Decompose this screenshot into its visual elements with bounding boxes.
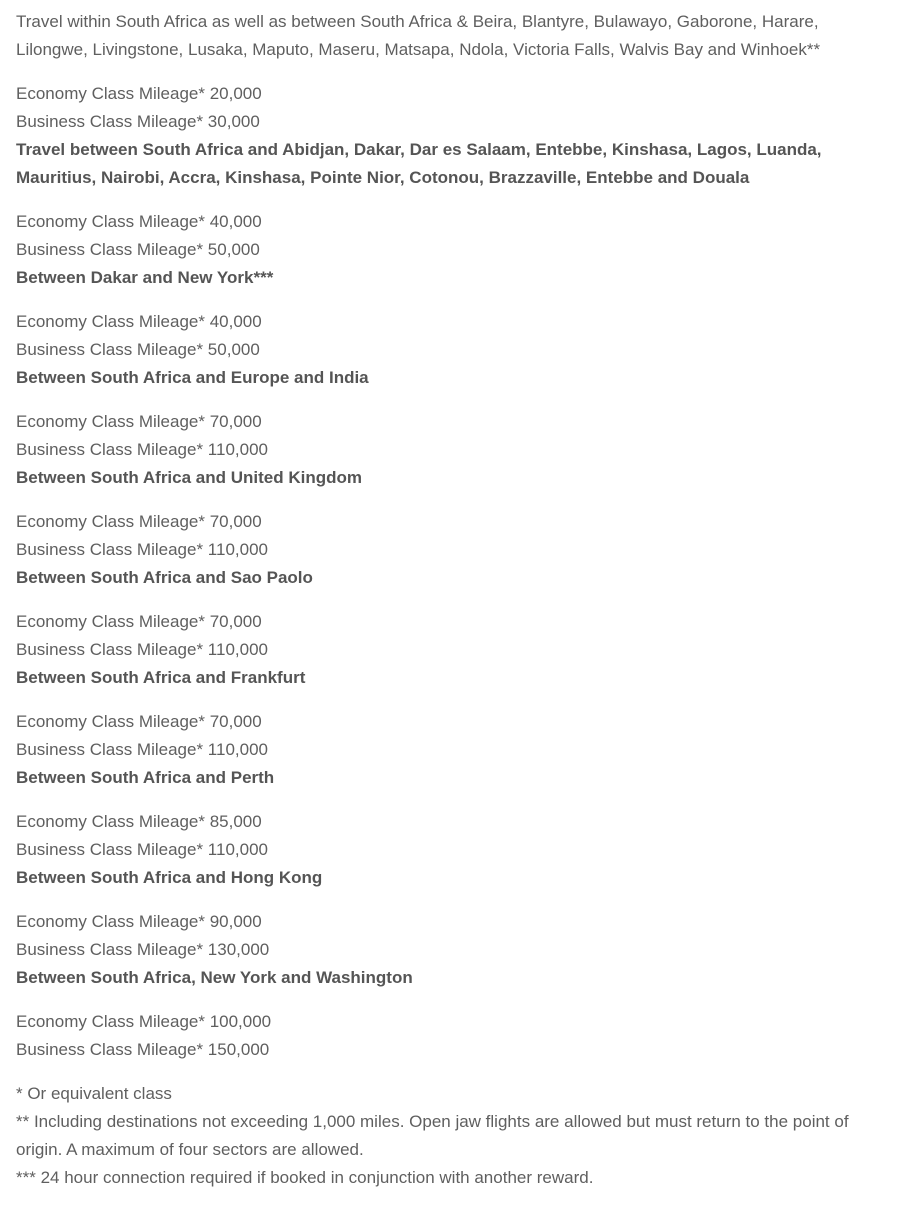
economy-mileage: Economy Class Mileage* 70,000 bbox=[16, 412, 262, 431]
business-mileage: Business Class Mileage* 130,000 bbox=[16, 940, 270, 959]
business-mileage: Business Class Mileage* 110,000 bbox=[16, 640, 268, 659]
economy-mileage: Economy Class Mileage* 100,000 bbox=[16, 1012, 272, 1031]
route-heading: Between South Africa and United Kingdom bbox=[16, 468, 362, 487]
footnote: ** Including destinations not exceeding 1,000 miles. Open jaw flights are allowed but must return to the point of origin. A maximum of four sectors are allowed. bbox=[16, 1112, 849, 1159]
mileage-block bbox=[16, 308, 888, 392]
route-heading: Between Dakar and New York*** bbox=[16, 268, 274, 287]
economy-mileage: Economy Class Mileage* 20,000 bbox=[16, 84, 262, 103]
economy-mileage: Economy Class Mileage* 40,000 bbox=[16, 212, 262, 231]
business-mileage: Business Class Mileage* 110,000 bbox=[16, 740, 268, 759]
mileage-block bbox=[16, 608, 888, 692]
mileage-block bbox=[16, 80, 888, 192]
mileage-block bbox=[16, 1008, 888, 1064]
intro-text: Travel within South Africa as well as between South Africa & Beira, Blantyre, Bulawayo, Gaborone, Harare, Lilongwe, Livingstone, Lusaka, Maputo, Maseru, Matsapa, Ndola, Victoria Falls, Walvis Bay and Winhoek** bbox=[16, 12, 821, 59]
route-heading: Between South Africa and Europe and India bbox=[16, 368, 369, 387]
mileage-block bbox=[16, 708, 888, 792]
business-mileage: Business Class Mileage* 30,000 bbox=[16, 112, 260, 131]
mileage-block bbox=[16, 208, 888, 292]
business-mileage: Business Class Mileage* 50,000 bbox=[16, 240, 260, 259]
route-heading: Between South Africa, New York and Washington bbox=[16, 968, 413, 987]
business-mileage: Business Class Mileage* 110,000 bbox=[16, 440, 268, 459]
footnote: * Or equivalent class bbox=[16, 1084, 172, 1103]
reward-mileage-content bbox=[16, 8, 888, 1192]
business-mileage: Business Class Mileage* 110,000 bbox=[16, 540, 268, 559]
mileage-block bbox=[16, 908, 888, 992]
mileage-block bbox=[16, 508, 888, 592]
economy-mileage: Economy Class Mileage* 90,000 bbox=[16, 912, 262, 931]
footnotes bbox=[16, 1080, 888, 1192]
route-heading: Between South Africa and Hong Kong bbox=[16, 868, 323, 887]
route-heading: Between South Africa and Frankfurt bbox=[16, 668, 306, 687]
business-mileage: Business Class Mileage* 50,000 bbox=[16, 340, 260, 359]
economy-mileage: Economy Class Mileage* 70,000 bbox=[16, 512, 262, 531]
route-heading: Between South Africa and Perth bbox=[16, 768, 275, 787]
footnote: *** 24 hour connection required if booked in conjunction with another reward. bbox=[16, 1168, 594, 1187]
economy-mileage: Economy Class Mileage* 40,000 bbox=[16, 312, 262, 331]
business-mileage: Business Class Mileage* 110,000 bbox=[16, 840, 268, 859]
business-mileage: Business Class Mileage* 150,000 bbox=[16, 1040, 270, 1059]
economy-mileage: Economy Class Mileage* 70,000 bbox=[16, 712, 262, 731]
route-heading: Travel between South Africa and Abidjan, Dakar, Dar es Salaam, Entebbe, Kinshasa, Lagos, Luanda, Mauritius, Nairobi, Accra, Kinshasa, Pointe Nior, Cotonou, Brazzaville, Entebbe and Douala bbox=[16, 140, 822, 187]
mileage-block bbox=[16, 808, 888, 892]
route-heading: Between South Africa and Sao Paolo bbox=[16, 568, 313, 587]
economy-mileage: Economy Class Mileage* 85,000 bbox=[16, 812, 262, 831]
mileage-block bbox=[16, 408, 888, 492]
economy-mileage: Economy Class Mileage* 70,000 bbox=[16, 612, 262, 631]
